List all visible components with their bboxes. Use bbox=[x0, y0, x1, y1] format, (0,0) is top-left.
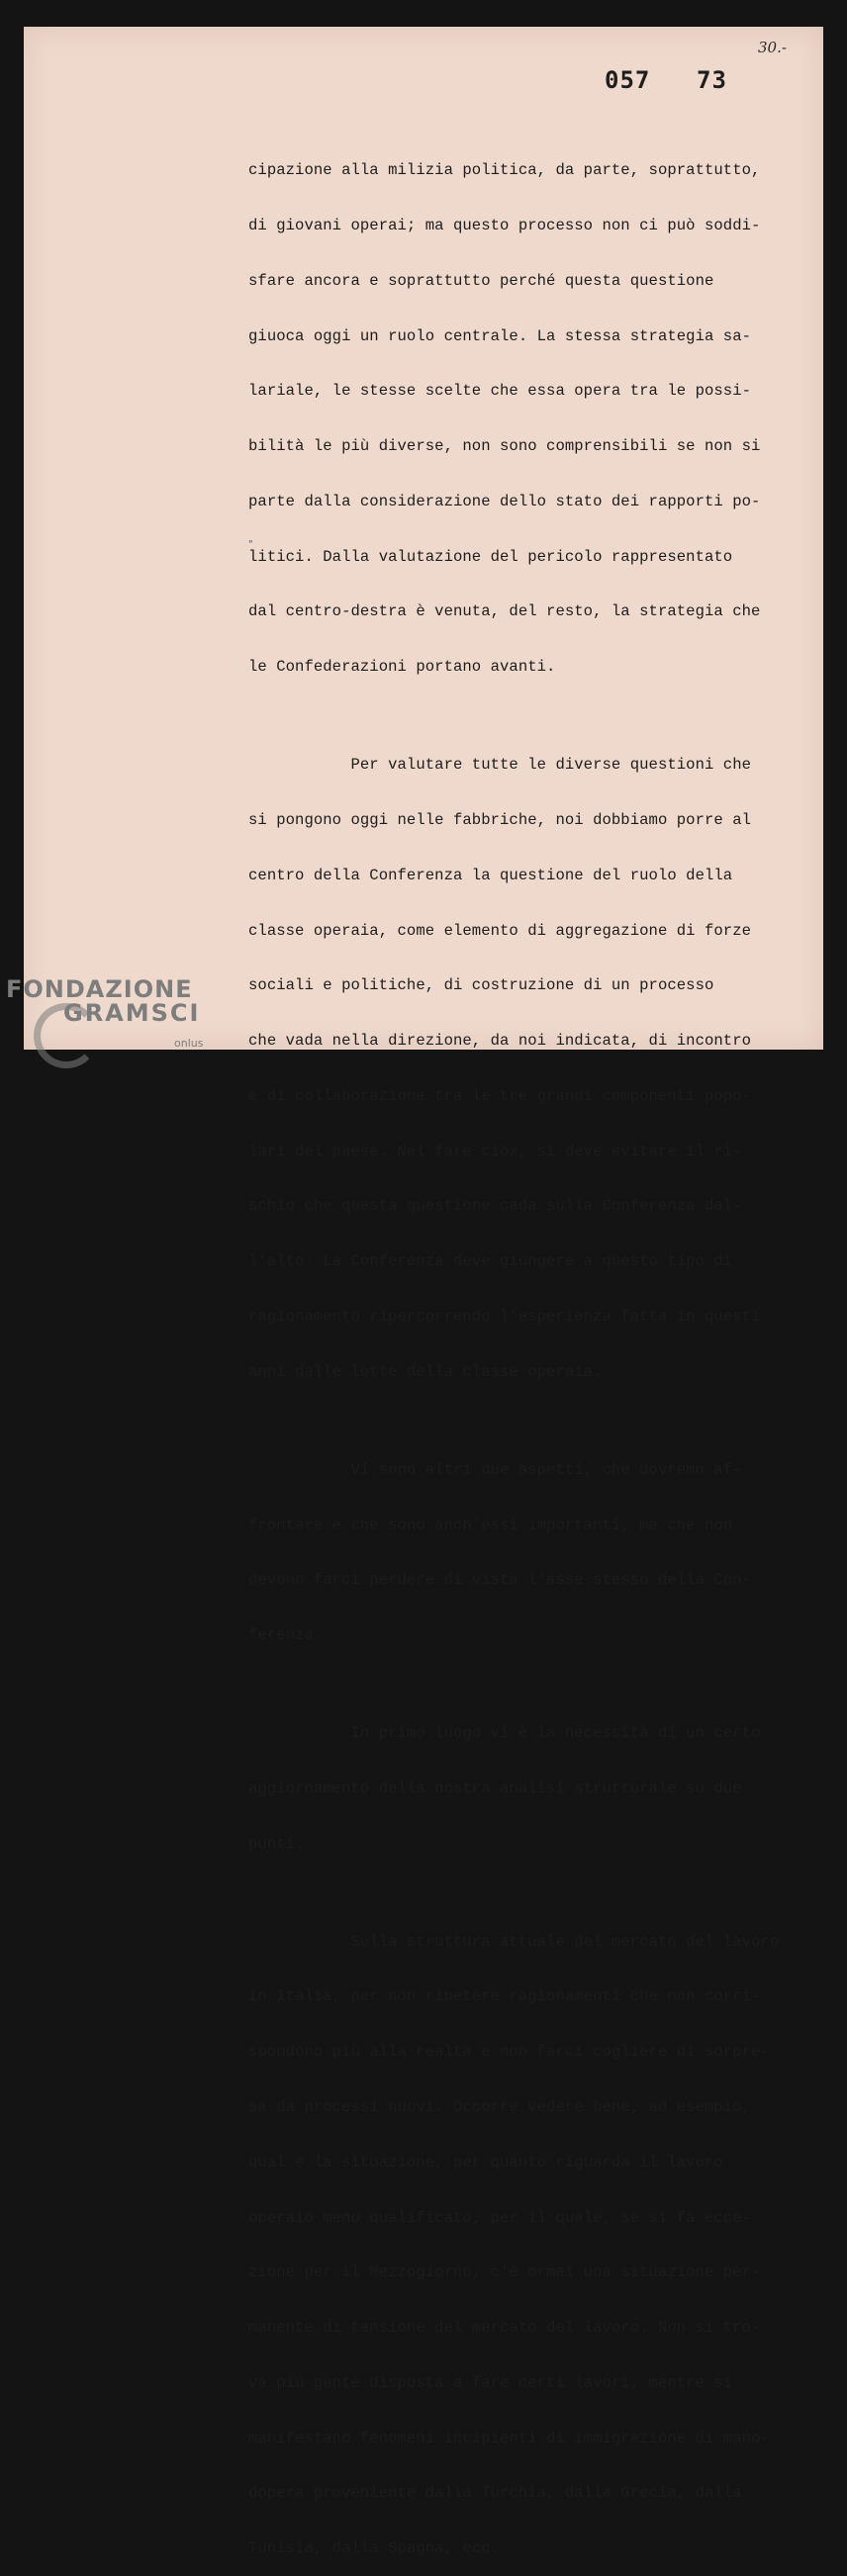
text-line: sa da processi nuovi. Occorre vedere bene, ad esempio, bbox=[248, 2097, 752, 2116]
text-line: parte dalla considerazione dello stato dei rapporti po- bbox=[248, 492, 761, 510]
text-line: zione per il Mezzogiorno, c'è ormai una situazione per- bbox=[248, 2263, 761, 2282]
text-line: lariale, le stesse scelte che essa opera tra le possi- bbox=[248, 382, 752, 401]
text-line: schio che questa questione cada sulla Conferenza dal- bbox=[248, 1197, 742, 1216]
text-line: Per valutare tutte le diverse questioni che bbox=[248, 756, 752, 775]
text-line: sociali e politiche, di costruzione di un processo bbox=[248, 976, 714, 995]
text-line: litici. Dalla valutazione del pericolo rappresentato bbox=[248, 547, 733, 566]
text-line: ferenza. bbox=[248, 1626, 324, 1645]
typed-body-text bbox=[248, 125, 802, 2576]
archive-stamp-number-left: 057 bbox=[605, 66, 651, 94]
text-line: che vada nella direzione, da noi indicata, di incontro bbox=[248, 1032, 752, 1051]
text-line: di giovani operai; ma questo processo non ci può soddi- bbox=[248, 216, 761, 234]
text-line: anni dalle lotte della classe operaia. bbox=[248, 1362, 603, 1381]
text-line: l'alto. La Conferenza deve giungere a questo tipo di bbox=[248, 1252, 733, 1271]
text-line: ragionamento ripercorrendo l'esperienza fatta in questi bbox=[248, 1308, 761, 1326]
text-line: sfare ancora e soprattutto perché questa questione bbox=[248, 271, 714, 290]
text-line: dopera proveniente dalla Turchia, dalla Grecia, dalla bbox=[248, 2484, 742, 2503]
text-line: Vi sono altri due aspetti, che dovremo af- bbox=[248, 1460, 742, 1479]
text-line: aggiornamento della nostra analisi strutturale su due bbox=[248, 1779, 742, 1797]
text-line: le Confederazioni portano avanti. bbox=[248, 658, 556, 677]
margin-mark: " bbox=[248, 539, 253, 550]
text-line: si pongono oggi nelle fabbriche, noi dobbiamo porre al bbox=[248, 810, 752, 829]
text-line: operaio meno qualificato, per il quale, se si fa ecce- bbox=[248, 2208, 752, 2227]
text-line: Sulla struttura attuale del mercato del lavoro bbox=[248, 1932, 780, 1951]
text-line: va più gente disposta a fare certi lavori, mentre si bbox=[248, 2373, 733, 2392]
watermark-g-circle-icon bbox=[34, 1003, 99, 1068]
text-line: manente di tensione del mercato del lavoro. Non si tro- bbox=[248, 2319, 761, 2338]
text-line: e di collaborazione tra le tre grandi componenti popo- bbox=[248, 1086, 752, 1105]
text-line: Tunisia, dalla Spagna, ecc. bbox=[248, 2539, 501, 2558]
text-line: bilità le più diverse, non sono comprensibili se non si bbox=[248, 437, 761, 456]
text-line: spondono più alla realtà e non farci cogliere di sorpre- bbox=[248, 2043, 770, 2062]
text-line: centro della Conferenza la questione del ruolo della bbox=[248, 866, 733, 884]
text-line: cipazione alla milizia politica, da parte, soprattutto, bbox=[248, 161, 761, 180]
text-line: punti. bbox=[248, 1834, 305, 1853]
watermark-line-2: GRAMSCI bbox=[63, 999, 201, 1027]
archive-stamp-number-right: 73 bbox=[697, 66, 727, 94]
text-line: qual è la situazione, per quanto riguarda il lavoro bbox=[248, 2153, 723, 2171]
text-line: in Italia, per non ripetere ragionamenti che non corri- bbox=[248, 1987, 761, 2006]
handwritten-page-number: 30.- bbox=[758, 39, 787, 56]
text-line: frontare e che sono anch'essi importanti, ma che non bbox=[248, 1516, 733, 1534]
text-line: dal centro-destra è venuta, del resto, la strategia che bbox=[248, 602, 761, 621]
text-line: lari del paese. Nel fare ciòx, si deve evitare il ri- bbox=[248, 1142, 742, 1160]
watermark-line-3: onlus bbox=[174, 1037, 204, 1050]
text-line: classe operaia, come elemento di aggregazione di forze bbox=[248, 921, 752, 940]
text-line: In primo luogo vi è la necessità di un certo bbox=[248, 1724, 761, 1743]
text-line: manifestano fenomeni incipienti di immigrazione di mano- bbox=[248, 2429, 770, 2447]
text-line: giuoca oggi un ruolo centrale. La stessa strategia sa- bbox=[248, 326, 752, 345]
text-line: devono farci perdere di vista l'asse stesso della Con- bbox=[248, 1571, 752, 1590]
watermark-line-1: FONDAZIONE bbox=[6, 975, 193, 1003]
fondazione-gramsci-watermark bbox=[6, 975, 204, 1050]
